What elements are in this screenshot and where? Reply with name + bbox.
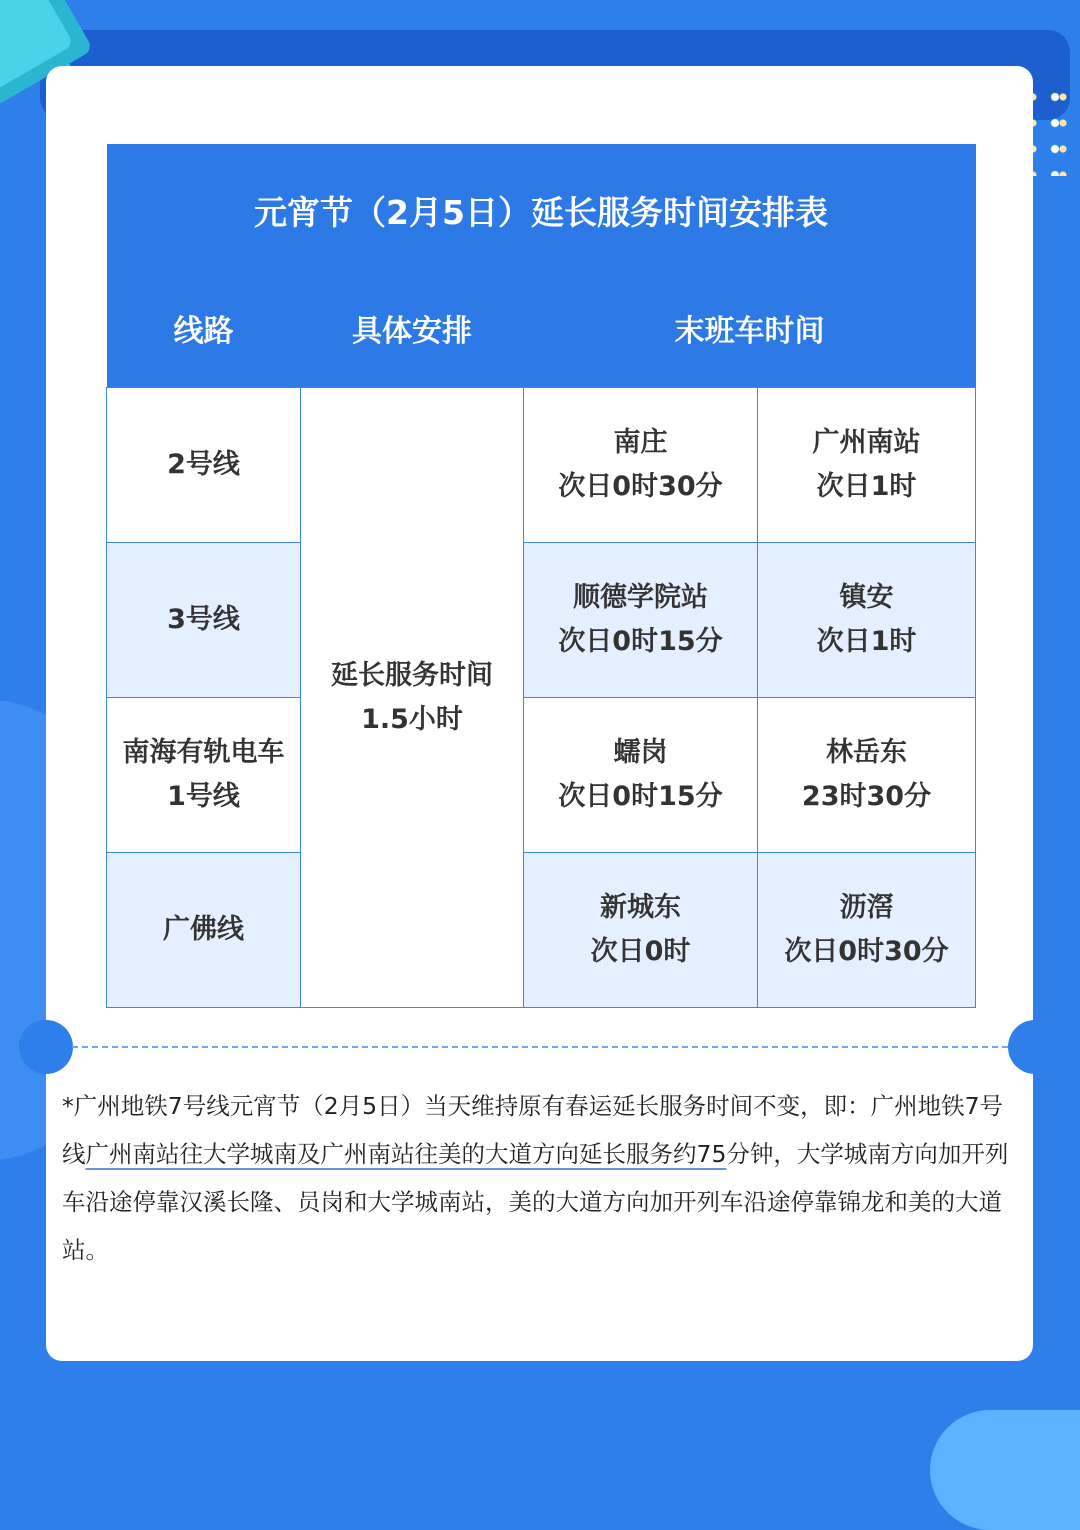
line-name: 3号线	[167, 604, 240, 635]
table-title: 元宵节（2月5日）延长服务时间安排表	[107, 144, 976, 276]
arrangement-text: 延长服务时间	[331, 659, 493, 691]
ticket-notch	[19, 1020, 73, 1074]
arrangement-duration: 1.5小时	[361, 703, 463, 735]
terminal-station: 广州南站	[812, 427, 921, 458]
last-train-time: 次日1时	[816, 626, 917, 657]
schedule-table	[106, 144, 976, 1008]
header-line: 线路	[107, 276, 301, 388]
line-name: 2号线	[167, 449, 240, 480]
table-row	[107, 853, 976, 1008]
ticket-notch	[1008, 1020, 1062, 1074]
line-name: 广佛线	[163, 914, 244, 945]
last-train-time: 23时30分	[801, 781, 932, 812]
footnote-highlight: 广州南站往大学城南及广州南站往美的大道方向延长服务约75	[85, 1140, 727, 1168]
terminal-station: 顺德学院站	[573, 582, 708, 613]
last-train-time: 次日0时15分	[558, 626, 723, 657]
last-train-cell	[524, 543, 758, 698]
line-name-cell	[107, 388, 301, 543]
last-train-cell	[758, 853, 976, 1008]
background-blob	[930, 1410, 1080, 1530]
terminal-station: 南庄	[613, 427, 668, 458]
dashed-divider	[72, 1046, 1008, 1048]
last-train-time: 次日0时30分	[784, 936, 949, 967]
terminal-station: 蠕岗	[613, 737, 668, 768]
terminal-station: 新城东	[600, 892, 681, 923]
footnote-text: *广州地铁7号线元宵节（2月5日）当天维持原有春运延长服务时间不变，即：广州地铁7号线	[62, 1092, 1004, 1168]
last-train-time: 次日0时	[590, 936, 691, 967]
terminal-station: 沥滘	[839, 892, 894, 923]
table-row	[107, 388, 976, 543]
footnote	[62, 1082, 1012, 1274]
last-train-cell	[524, 698, 758, 853]
line-name-cell	[107, 698, 301, 853]
last-train-time: 次日0时15分	[558, 781, 723, 812]
header-last-train: 末班车时间	[524, 276, 976, 388]
last-train-time: 次日0时30分	[558, 471, 723, 502]
last-train-cell	[758, 698, 976, 853]
last-train-cell	[524, 853, 758, 1008]
table-row	[107, 698, 976, 853]
last-train-cell	[758, 388, 976, 543]
table-row	[107, 543, 976, 698]
dot-pattern-decoration	[1040, 84, 1080, 176]
last-train-time: 次日1时	[816, 471, 917, 502]
last-train-cell	[524, 388, 758, 543]
terminal-station: 林岳东	[826, 737, 907, 768]
line-name: 1号线	[167, 781, 240, 812]
terminal-station: 镇安	[839, 582, 894, 613]
line-name: 南海有轨电车	[122, 737, 285, 768]
footnote-text: 分钟，大学城南方向加开列车沿途停靠汉溪长隆、员岗和大学城南站，美的大道方向加开列车沿途停靠锦龙和美的大道站。	[62, 1140, 1009, 1264]
last-train-cell	[758, 543, 976, 698]
arrangement-cell	[301, 388, 524, 1008]
line-name-cell	[107, 853, 301, 1008]
header-arrangement: 具体安排	[301, 276, 524, 388]
line-name-cell	[107, 543, 301, 698]
